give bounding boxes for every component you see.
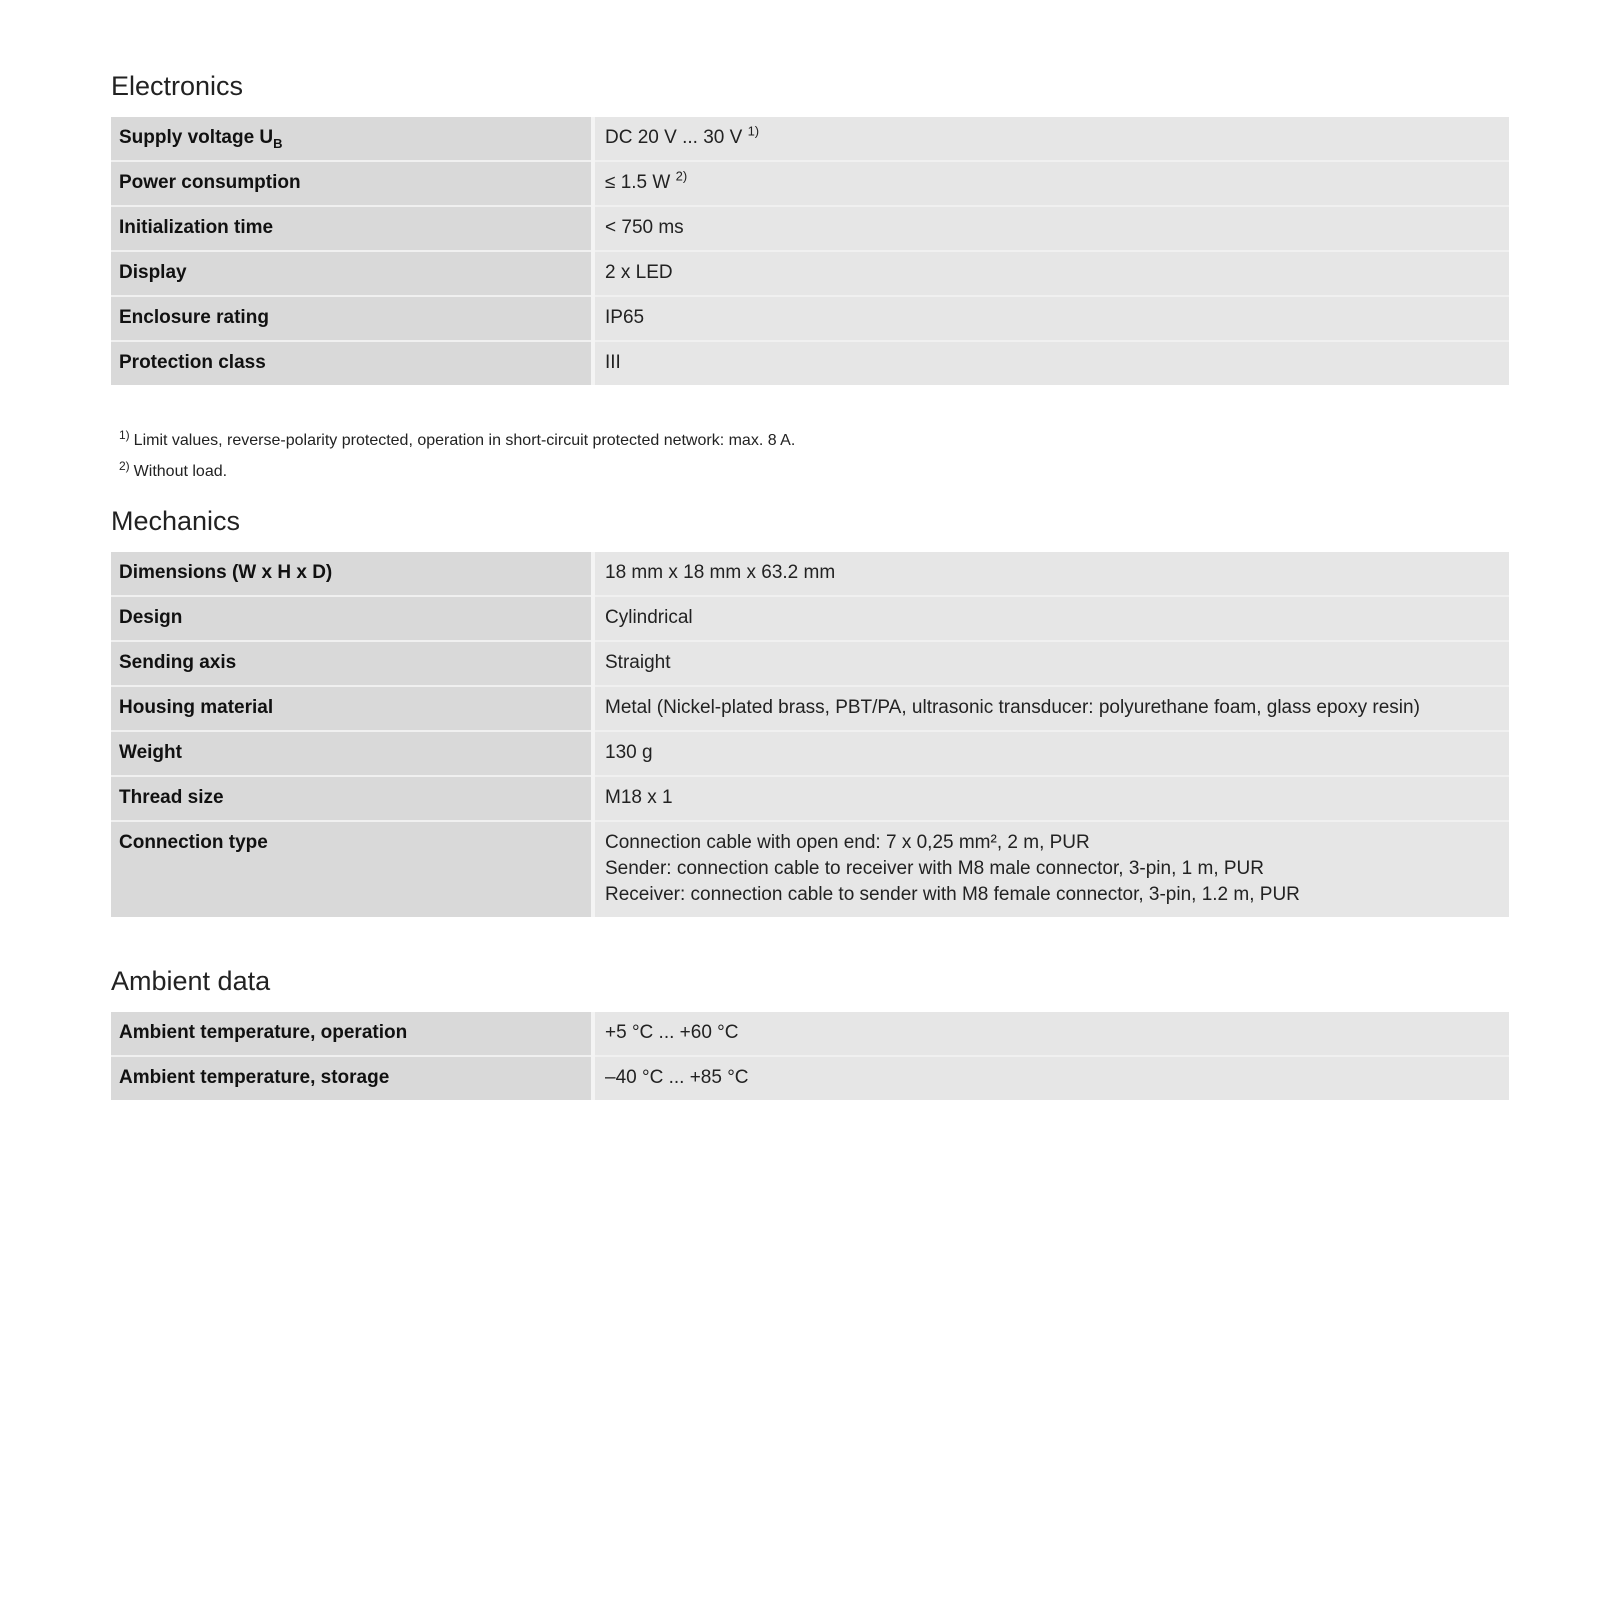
- spec-value: Metal (Nickel-plated brass, PBT/PA, ultrasonic transducer: polyurethane foam, glass epoxy resin): [593, 686, 1509, 731]
- table-row: [111, 821, 1509, 917]
- spec-value: M18 x 1: [593, 776, 1509, 821]
- table-row: [111, 1056, 1509, 1100]
- spec-label: Dimensions (W x H x D): [111, 552, 593, 596]
- spec-value: 2 x LED: [593, 251, 1509, 296]
- electronics-table: [111, 117, 1509, 385]
- electronics-title: Electronics: [111, 71, 244, 101]
- mechanics-title: Mechanics: [111, 506, 241, 536]
- spec-label: Enclosure rating: [111, 296, 593, 341]
- value-line: Connection cable with open end: 7 x 0,25 mm², 2 m, PUR: [605, 832, 1090, 853]
- electronics-footnotes: [111, 425, 1509, 487]
- spec-label: Thread size: [111, 776, 593, 821]
- spec-value: +5 °C ... +60 °C: [593, 1012, 1509, 1056]
- spec-label: Supply voltage $U_B$: [111, 117, 593, 161]
- table-row: [111, 641, 1509, 686]
- ambient-table: [111, 1012, 1509, 1100]
- spec-label: Initialization time: [111, 206, 593, 251]
- spec-label: Sending axis: [111, 641, 593, 686]
- spec-label: Weight: [111, 731, 593, 776]
- footnote: $^{2)}$ Without load.: [119, 458, 228, 480]
- ambient-title: Ambient data: [111, 966, 271, 996]
- table-row: [111, 776, 1509, 821]
- spec-label: Display: [111, 251, 593, 296]
- spec-value: IP65: [593, 296, 1509, 341]
- table-row: [111, 731, 1509, 776]
- table-row: [111, 161, 1509, 206]
- value-line: Receiver: connection cable to sender with M8 female connector, 3-pin, 1.2 m, PUR: [605, 884, 1300, 905]
- spec-value: [593, 821, 1509, 917]
- spec-value: DC 20 V ... 30 V $^{1)}$: [593, 117, 1509, 161]
- spec-label: Connection type: [111, 821, 593, 917]
- spec-label: Housing material: [111, 686, 593, 731]
- footnote-ref: 1): [747, 123, 760, 139]
- spec-value: ≤ 1.5 W $^{2)}$: [593, 161, 1509, 206]
- table-row: [111, 296, 1509, 341]
- spec-label: Ambient temperature, operation: [111, 1012, 593, 1056]
- value-line: Sender: connection cable to receiver with M8 male connector, 3-pin, 1 m, PUR: [605, 858, 1264, 879]
- footnote-ref: 2): [675, 168, 688, 184]
- table-row: [111, 686, 1509, 731]
- table-row: [111, 251, 1509, 296]
- footnote: $^{1)}$ Limit values, reverse-polarity protected, operation in short-circuit protected network: max. 8 A.: [119, 427, 796, 449]
- spec-value: 18 mm x 18 mm x 63.2 mm: [593, 552, 1509, 596]
- table-row: [111, 596, 1509, 641]
- mechanics-table: [111, 552, 1509, 917]
- spec-value: III: [593, 341, 1509, 385]
- spec-value: < 750 ms: [593, 206, 1509, 251]
- table-row: [111, 206, 1509, 251]
- table-row: [111, 341, 1509, 385]
- spec-value: Straight: [593, 641, 1509, 686]
- table-row: [111, 117, 1509, 161]
- table-row: [111, 1012, 1509, 1056]
- spec-label: Protection class: [111, 341, 593, 385]
- table-row: [111, 552, 1509, 596]
- spec-value: 130 g: [593, 731, 1509, 776]
- spec-label: Power consumption: [111, 161, 593, 206]
- spec-value: Cylindrical: [593, 596, 1509, 641]
- spec-label: Ambient temperature, storage: [111, 1056, 593, 1100]
- spec-value: –40 °C ... +85 °C: [593, 1056, 1509, 1100]
- spec-label: Design: [111, 596, 593, 641]
